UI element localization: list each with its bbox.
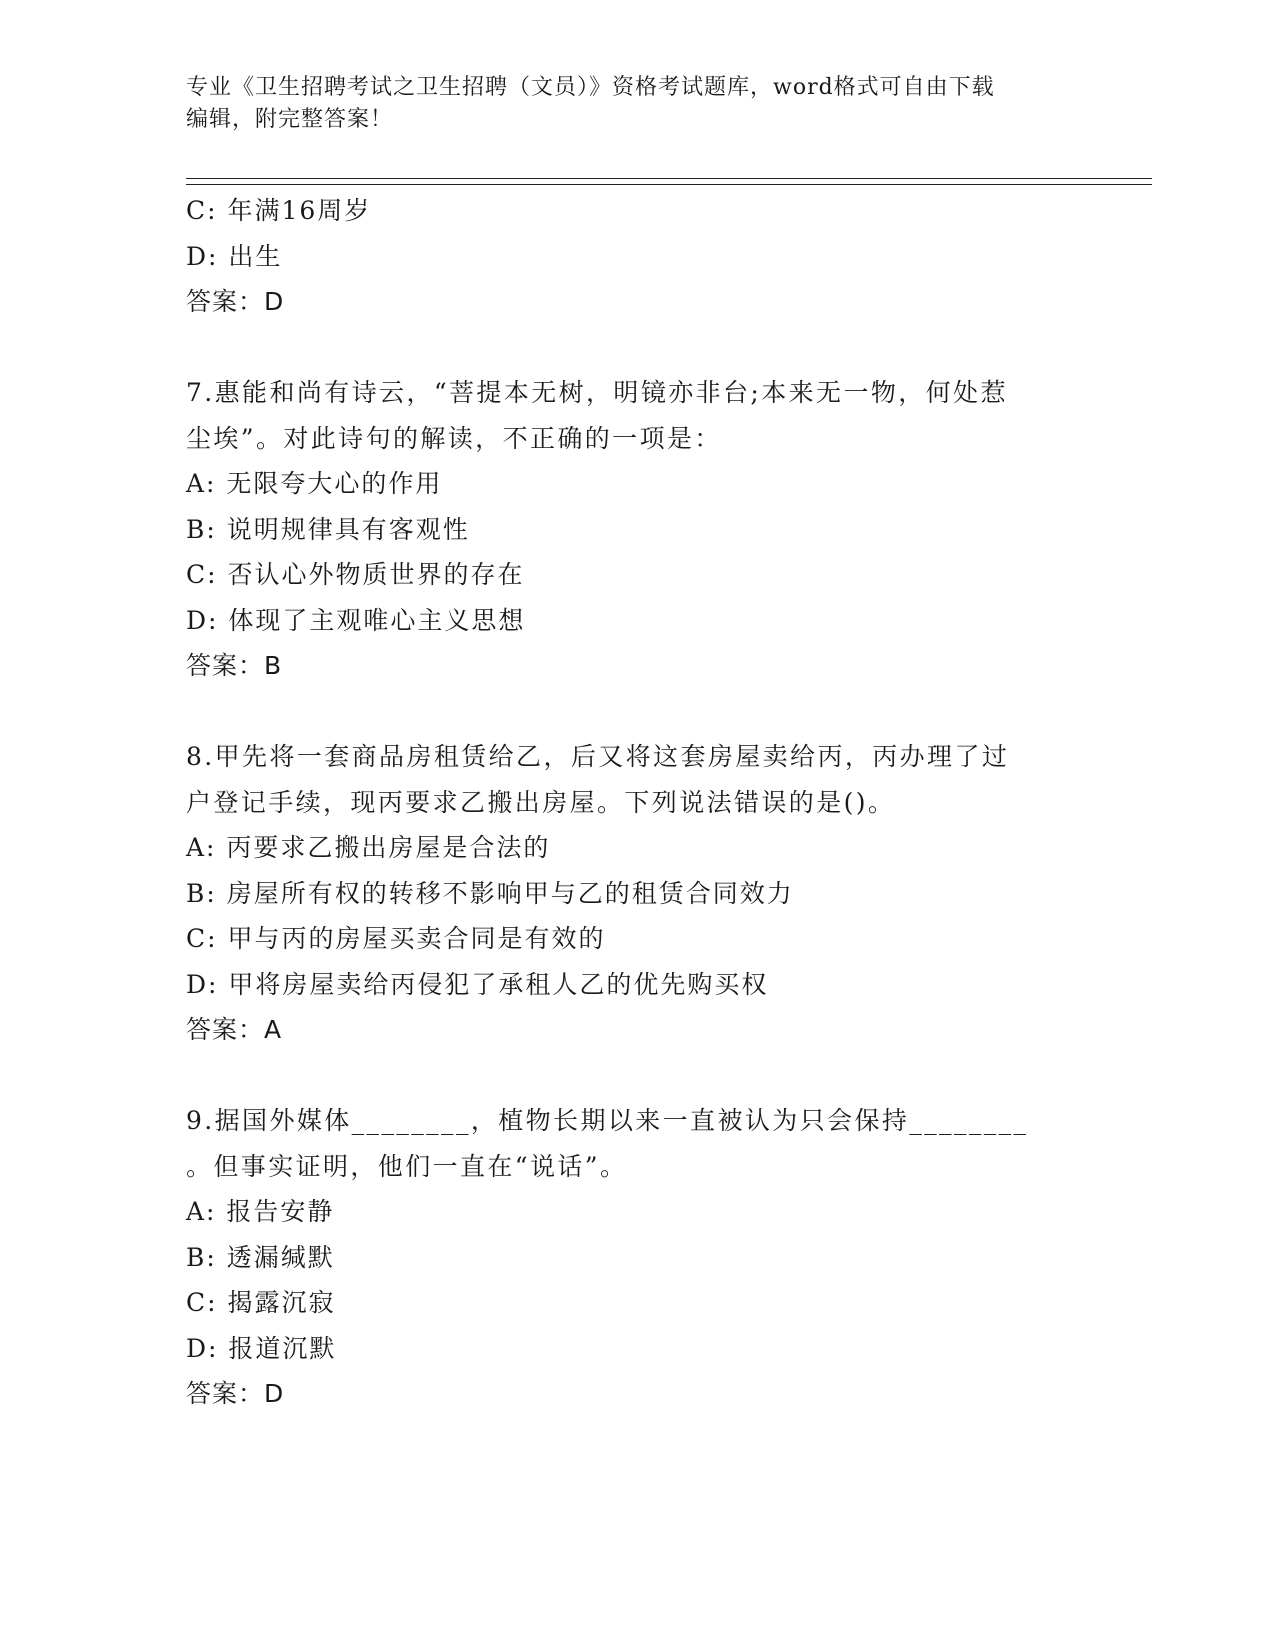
answer-line: 答案：B [186,651,283,680]
spacer [186,325,1086,371]
option-d: D: 体现了主观唯心主义思想 [186,605,526,635]
spacer [186,1053,1086,1099]
answer-line: 答案：D [186,287,285,316]
option-a: A: 报告安静 [186,1197,335,1226]
option-c: C: 否认心外物质世界的存在 [186,560,525,589]
spacer [186,689,1086,735]
question-stem-line: 8.甲先将一套商品房租赁给乙，后又将这套房屋卖给丙，丙办理了过 [186,742,1010,771]
document-body [186,188,1086,1417]
question-7 [186,370,1086,689]
option-b: B: 说明规律具有客观性 [186,514,470,544]
question-stem-line: 。但事实证明，他们一直在“说话”。 [186,1151,628,1181]
option-c: C: 甲与丙的房屋买卖合同是有效的 [186,924,606,953]
carryover-question [186,188,1086,325]
question-9 [186,1098,1086,1417]
header-divider [186,178,1152,185]
option-d: D: 甲将房屋卖给丙侵犯了承租人乙的优先购买权 [186,969,769,999]
option-c: C: 年满16周岁 [186,196,372,225]
question-stem-line: 尘埃”。对此诗句的解读，不正确的一项是： [186,423,722,453]
answer-line: 答案：D [186,1379,285,1408]
page-header [186,72,1086,136]
option-b: B: 房屋所有权的转移不影响甲与乙的租赁合同效力 [186,878,794,908]
question-stem-line: 户登记手续，现丙要求乙搬出房屋。下列说法错误的是()。 [186,787,896,817]
option-d: D: 出生 [186,241,283,271]
header-line-1: 专业《卫生招聘考试之卫生招聘（文员）》资格考试题库，word格式可自由下载 [186,75,995,100]
question-stem-line: 7.惠能和尚有诗云，“菩提本无树，明镜亦非台;本来无一物，何处惹 [186,378,1008,407]
question-8 [186,734,1086,1053]
option-a: A: 无限夸大心的作用 [186,469,443,498]
option-d: D: 报道沉默 [186,1333,337,1363]
answer-line: 答案：A [186,1015,283,1044]
header-line-2: 编辑，附完整答案！ [186,107,394,132]
question-stem-line: 9.据国外媒体________，植物长期以来一直被认为只会保持________ [186,1106,1029,1135]
option-c: C: 揭露沉寂 [186,1288,336,1317]
option-b: B: 透漏缄默 [186,1242,335,1272]
option-a: A: 丙要求乙搬出房屋是合法的 [186,833,551,862]
